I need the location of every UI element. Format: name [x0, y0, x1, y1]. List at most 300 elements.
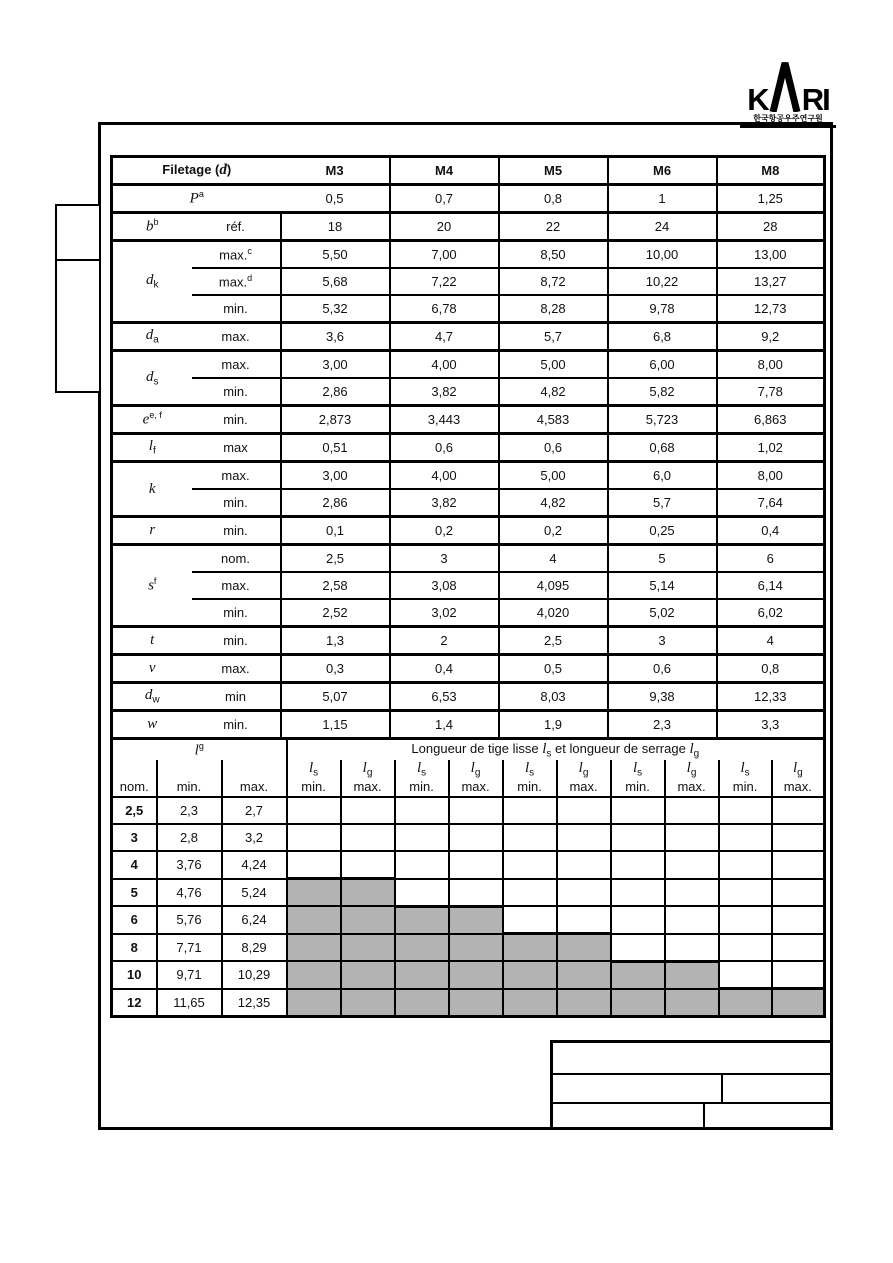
empty-cell: [503, 906, 557, 934]
value-cell: 8,00: [717, 351, 825, 379]
empty-cell: [557, 879, 611, 907]
symbol: d: [146, 272, 154, 289]
symbol: s: [148, 577, 154, 594]
dimensions-table: [110, 155, 826, 740]
value-cell: 1: [608, 185, 717, 213]
symbol-cell: [112, 655, 192, 683]
value-cell: 5,14: [608, 572, 717, 599]
empty-cell: [772, 797, 825, 824]
value-cell: 10,22: [608, 268, 717, 295]
symbol: l: [686, 760, 691, 776]
empty-cell: [557, 824, 611, 851]
kari-wordmark: [740, 54, 836, 117]
symbol-cell: [112, 627, 192, 655]
value-cell: 22: [499, 213, 608, 241]
empty-cell: [719, 934, 772, 962]
value-cell: 0,6: [608, 655, 717, 683]
dimension-row: [112, 655, 825, 683]
nominal-length-cell: 5: [112, 879, 157, 907]
value-cell: 13,00: [717, 241, 825, 269]
title-block-cell-bottom-right: [705, 1104, 830, 1127]
value-cell: 2,873: [281, 406, 390, 434]
symbol: l: [542, 740, 547, 757]
value-cell: 10,00: [608, 241, 717, 269]
empty-cell: [665, 797, 719, 824]
pair-header-cell: $l_g$ max.: [341, 760, 395, 797]
qualifier-cell: min.: [192, 627, 281, 655]
symbol: l: [740, 760, 745, 776]
value-cell: 6,8: [608, 323, 717, 351]
length-row: [112, 879, 825, 907]
dimension-row: [112, 572, 825, 599]
empty-cell: [611, 934, 665, 962]
symbol-cell: [112, 711, 192, 739]
symbol: l: [416, 760, 422, 776]
title-block-cell-middle-right: [723, 1075, 830, 1102]
value-cell: 2,3: [608, 711, 717, 739]
size-column-header: M4: [390, 157, 499, 185]
value-cell: 6: [717, 545, 825, 573]
symbol: l: [362, 760, 367, 776]
value-cell: 3,443: [390, 406, 499, 434]
table1-header-row: [112, 157, 825, 185]
value-cell: 0,4: [390, 655, 499, 683]
shaded-cell: [503, 934, 557, 962]
value-cell: 3,08: [390, 572, 499, 599]
empty-cell: [665, 824, 719, 851]
dimension-row: [112, 517, 825, 545]
value-cell: 0,25: [608, 517, 717, 545]
shaded-cell: [449, 934, 503, 962]
shaded-cell: [719, 989, 772, 1017]
dimension-row: [112, 378, 825, 406]
value-cell: 5,00: [499, 462, 608, 490]
title-block-cell-middle-left: [553, 1075, 723, 1102]
shaded-cell: [341, 906, 395, 934]
dimension-row: [112, 434, 825, 462]
value-cell: 5,82: [608, 378, 717, 406]
empty-cell: [503, 851, 557, 879]
empty-cell: [341, 797, 395, 824]
symbol: v: [148, 660, 156, 676]
shaded-cell: [287, 989, 341, 1017]
symbol: k: [148, 480, 156, 497]
empty-cell: [341, 851, 395, 879]
shaded-cell: [341, 961, 395, 989]
value-cell: 0,5: [499, 655, 608, 683]
shaded-cell: [611, 961, 665, 989]
value-cell: 2,86: [281, 378, 390, 406]
value-cell: 12,73: [717, 295, 825, 323]
max-length-cell: 4,24: [222, 851, 287, 879]
pair-header-cell: $l_s$ min.: [287, 760, 341, 797]
value-cell: 4,583: [499, 406, 608, 434]
symbol: P: [189, 190, 199, 207]
value-cell: 5,723: [608, 406, 717, 434]
length-row: [112, 797, 825, 824]
pair-header-cell: $l_g$ max.: [772, 760, 825, 797]
title-block-cell-bottom-left: [553, 1104, 705, 1127]
empty-cell: [772, 851, 825, 879]
symbol-cell: $e^{e, f}$: [112, 406, 192, 434]
shaded-cell: [611, 989, 665, 1017]
kari-logo: [740, 54, 836, 128]
pair-header-cell: $l_s$ min.: [611, 760, 665, 797]
symbol: l: [689, 740, 694, 757]
value-cell: 6,02: [717, 599, 825, 627]
value-cell: 28: [717, 213, 825, 241]
dimension-row: [112, 268, 825, 295]
empty-cell: [665, 851, 719, 879]
value-cell: 18: [281, 213, 390, 241]
value-cell: 5,07: [281, 683, 390, 711]
length-header-cell: min.: [157, 760, 222, 797]
shaded-cell: [341, 879, 395, 907]
value-cell: 2: [390, 627, 499, 655]
shaded-cell: [557, 989, 611, 1017]
dimension-row: [112, 351, 825, 379]
logo-letters-ri: RI: [801, 81, 829, 117]
qualifier-cell: min.: [192, 406, 281, 434]
max-length-cell: 3,2: [222, 824, 287, 851]
min-length-cell: 9,71: [157, 961, 222, 989]
value-cell: 3,00: [281, 462, 390, 490]
value-cell: 6,0: [608, 462, 717, 490]
qualifier-cell: max.: [192, 351, 281, 379]
shaded-cell: [287, 934, 341, 962]
symbol-cell: $s^f$: [112, 545, 192, 627]
symbol-cell: $b^b$: [112, 213, 192, 241]
length-row: [112, 906, 825, 934]
value-cell: 4: [717, 627, 825, 655]
length-header-cell: nom.: [112, 760, 157, 797]
qualifier-cell: max.: [192, 323, 281, 351]
value-cell: 2,5: [499, 627, 608, 655]
title-block-row-bottom: [553, 1104, 830, 1127]
lg-corner-cell: $l^g$: [112, 739, 287, 761]
value-cell: 5,32: [281, 295, 390, 323]
size-column-header: M3: [281, 157, 390, 185]
filetage-header-cell: Filetage (d): [112, 157, 281, 185]
value-cell: 4: [499, 545, 608, 573]
qualifier-cell: nom.: [192, 545, 281, 573]
nominal-length-cell: 12: [112, 989, 157, 1017]
qualifier-cell: max: [192, 434, 281, 462]
empty-cell: [503, 879, 557, 907]
value-cell: 9,38: [608, 683, 717, 711]
pair-header-cell: $l_s$ min.: [395, 760, 449, 797]
length-row: [112, 989, 825, 1017]
value-cell: 13,27: [717, 268, 825, 295]
symbol: r: [149, 522, 156, 538]
value-cell: 3: [390, 545, 499, 573]
shaded-cell: [395, 961, 449, 989]
qualifier-cell: max.: [192, 655, 281, 683]
nominal-length-cell: 6: [112, 906, 157, 934]
value-cell: 2,86: [281, 489, 390, 517]
qualifier-cell: min.: [192, 378, 281, 406]
title-block-row-middle: [553, 1075, 830, 1104]
pair-header-cell: $l_s$ min.: [503, 760, 557, 797]
value-cell: 2,52: [281, 599, 390, 627]
margin-box-divider: [57, 259, 99, 261]
symbol: d: [146, 368, 154, 385]
shaded-cell: [665, 989, 719, 1017]
value-cell: 5,7: [608, 489, 717, 517]
symbol-cell: [112, 517, 192, 545]
empty-cell: [287, 797, 341, 824]
shaded-cell: [449, 906, 503, 934]
empty-cell: [341, 824, 395, 851]
title-block-cell-top: [553, 1043, 830, 1075]
dimension-row: [112, 599, 825, 627]
pair-header-cell: $l_g$ max.: [557, 760, 611, 797]
shaded-cell: [503, 961, 557, 989]
value-cell: 7,64: [717, 489, 825, 517]
value-cell: 7,00: [390, 241, 499, 269]
value-cell: 0,2: [390, 517, 499, 545]
empty-cell: [772, 934, 825, 962]
empty-cell: [665, 934, 719, 962]
empty-cell: [772, 906, 825, 934]
dimension-row: [112, 462, 825, 490]
symbol: t: [150, 632, 155, 648]
dimension-row: [112, 241, 825, 269]
value-cell: 0,8: [717, 655, 825, 683]
empty-cell: [772, 824, 825, 851]
empty-cell: [665, 879, 719, 907]
min-length-cell: 7,71: [157, 934, 222, 962]
value-cell: 0,1: [281, 517, 390, 545]
value-cell: 3,82: [390, 489, 499, 517]
value-cell: 24: [608, 213, 717, 241]
shank-length-table: [110, 737, 826, 1018]
shaded-cell: [287, 906, 341, 934]
max-length-cell: 2,7: [222, 797, 287, 824]
symbol: w: [147, 716, 158, 732]
value-cell: 3,3: [717, 711, 825, 739]
qualifier-cell: réf.: [192, 213, 281, 241]
logo-letter-k: K: [747, 81, 768, 117]
value-cell: 5,50: [281, 241, 390, 269]
empty-cell: [557, 851, 611, 879]
value-cell: 4,82: [499, 378, 608, 406]
empty-cell: [611, 906, 665, 934]
value-cell: 12,33: [717, 683, 825, 711]
shaded-cell: [395, 989, 449, 1017]
length-row: [112, 934, 825, 962]
value-cell: 0,3: [281, 655, 390, 683]
dimension-row: [112, 406, 825, 434]
value-cell: 3,00: [281, 351, 390, 379]
symbol-cell: $d_s$: [112, 351, 192, 406]
max-length-cell: 6,24: [222, 906, 287, 934]
empty-cell: [395, 879, 449, 907]
value-cell: 6,00: [608, 351, 717, 379]
symbol: b: [145, 218, 154, 235]
shaded-cell: [665, 961, 719, 989]
empty-cell: [449, 797, 503, 824]
dimension-row: [112, 683, 825, 711]
empty-cell: [719, 797, 772, 824]
qualifier-cell: max.$^c$: [192, 241, 281, 269]
value-cell: 4,7: [390, 323, 499, 351]
shaded-cell: [557, 934, 611, 962]
empty-cell: [611, 797, 665, 824]
value-cell: 3: [608, 627, 717, 655]
value-cell: 4,095: [499, 572, 608, 599]
value-cell: 7,78: [717, 378, 825, 406]
value-cell: 4,00: [390, 351, 499, 379]
value-cell: 1,9: [499, 711, 608, 739]
length-row: [112, 824, 825, 851]
size-column-header: M8: [717, 157, 825, 185]
qualifier-cell: min.: [192, 489, 281, 517]
nominal-length-cell: 4: [112, 851, 157, 879]
value-cell: 0,8: [499, 185, 608, 213]
value-cell: 1,02: [717, 434, 825, 462]
min-length-cell: 2,3: [157, 797, 222, 824]
min-length-cell: 5,76: [157, 906, 222, 934]
title-block: [550, 1040, 833, 1130]
value-cell: 1,15: [281, 711, 390, 739]
shaded-cell: [395, 906, 449, 934]
value-cell: 0,68: [608, 434, 717, 462]
symbol-cell: $l_f$: [112, 434, 192, 462]
symbol: l: [792, 760, 798, 776]
table2-header-top: [112, 739, 825, 761]
empty-cell: [719, 879, 772, 907]
value-cell: 3,82: [390, 378, 499, 406]
value-cell: 4,020: [499, 599, 608, 627]
symbol-cell: $d_w$: [112, 683, 192, 711]
empty-cell: [772, 879, 825, 907]
value-cell: 4,00: [390, 462, 499, 490]
value-cell: 5: [608, 545, 717, 573]
dimension-row: [112, 323, 825, 351]
length-header-cell: max.: [222, 760, 287, 797]
table2-title-cell: Longueur de tige lisse $l_s$ et longueur de serrage $l_g$: [287, 739, 825, 761]
empty-cell: [449, 851, 503, 879]
value-cell: 8,72: [499, 268, 608, 295]
symbol: l: [308, 760, 314, 776]
empty-cell: [287, 824, 341, 851]
kari-korean-subtitle: 한국항공우주연구원: [740, 113, 836, 128]
nominal-length-cell: 8: [112, 934, 157, 962]
length-row: [112, 961, 825, 989]
empty-cell: [719, 824, 772, 851]
dimension-row: [112, 489, 825, 517]
value-cell: 0,4: [717, 517, 825, 545]
nominal-length-cell: 10: [112, 961, 157, 989]
value-cell: 9,78: [608, 295, 717, 323]
value-cell: 2,5: [281, 545, 390, 573]
value-cell: 0,7: [390, 185, 499, 213]
length-row: [112, 851, 825, 879]
qualifier-cell: min.: [192, 599, 281, 627]
value-cell: 6,78: [390, 295, 499, 323]
value-cell: 8,50: [499, 241, 608, 269]
empty-cell: [503, 797, 557, 824]
symbol: e: [142, 411, 150, 428]
margin-annotation-boxes: [55, 204, 101, 393]
symbol: l: [148, 438, 153, 455]
kari-peak-icon: [769, 60, 801, 112]
symbol-cell: $d_k$: [112, 241, 192, 323]
qualifier-cell: min: [192, 683, 281, 711]
empty-cell: [449, 824, 503, 851]
nominal-length-cell: 3: [112, 824, 157, 851]
empty-cell: [719, 906, 772, 934]
shaded-cell: [395, 934, 449, 962]
size-column-header: M6: [608, 157, 717, 185]
value-cell: 8,28: [499, 295, 608, 323]
empty-cell: [557, 906, 611, 934]
value-cell: 8,00: [717, 462, 825, 490]
pair-header-cell: $l_g$ max.: [665, 760, 719, 797]
symbol: l: [578, 760, 583, 776]
dimension-row: [112, 627, 825, 655]
value-cell: 0,2: [499, 517, 608, 545]
dimension-row: [112, 711, 825, 739]
empty-cell: [287, 851, 341, 879]
empty-cell: [611, 824, 665, 851]
shaded-cell: [503, 989, 557, 1017]
shaded-cell: [341, 989, 395, 1017]
empty-cell: [611, 851, 665, 879]
empty-cell: [395, 797, 449, 824]
empty-cell: [395, 851, 449, 879]
empty-cell: [557, 797, 611, 824]
dimension-row: [112, 185, 825, 213]
empty-cell: [719, 961, 772, 989]
symbol: l: [194, 742, 199, 759]
symbol: d: [144, 687, 153, 704]
value-cell: 5,02: [608, 599, 717, 627]
qualifier-cell: max.: [192, 462, 281, 490]
symbol: l: [470, 760, 475, 776]
empty-cell: [719, 851, 772, 879]
value-cell: 5,00: [499, 351, 608, 379]
symbol-cell: [112, 462, 192, 517]
value-cell: 4,82: [499, 489, 608, 517]
qualifier-cell: max.: [192, 572, 281, 599]
qualifier-cell: min.: [192, 517, 281, 545]
value-cell: 2,58: [281, 572, 390, 599]
value-cell: 3,6: [281, 323, 390, 351]
min-length-cell: 2,8: [157, 824, 222, 851]
max-length-cell: 5,24: [222, 879, 287, 907]
value-cell: 0,6: [390, 434, 499, 462]
value-cell: 0,51: [281, 434, 390, 462]
value-cell: 1,4: [390, 711, 499, 739]
symbol: d: [145, 327, 154, 344]
value-cell: 0,6: [499, 434, 608, 462]
empty-cell: [611, 879, 665, 907]
shaded-cell: [287, 961, 341, 989]
qualifier-cell: min.: [192, 295, 281, 323]
empty-cell: [449, 879, 503, 907]
value-cell: 3,02: [390, 599, 499, 627]
empty-cell: [395, 824, 449, 851]
min-length-cell: 3,76: [157, 851, 222, 879]
shaded-cell: [449, 961, 503, 989]
max-length-cell: 8,29: [222, 934, 287, 962]
symbol: l: [524, 760, 530, 776]
symbol-cell: $d_a$: [112, 323, 192, 351]
size-column-header: M5: [499, 157, 608, 185]
value-cell: 20: [390, 213, 499, 241]
